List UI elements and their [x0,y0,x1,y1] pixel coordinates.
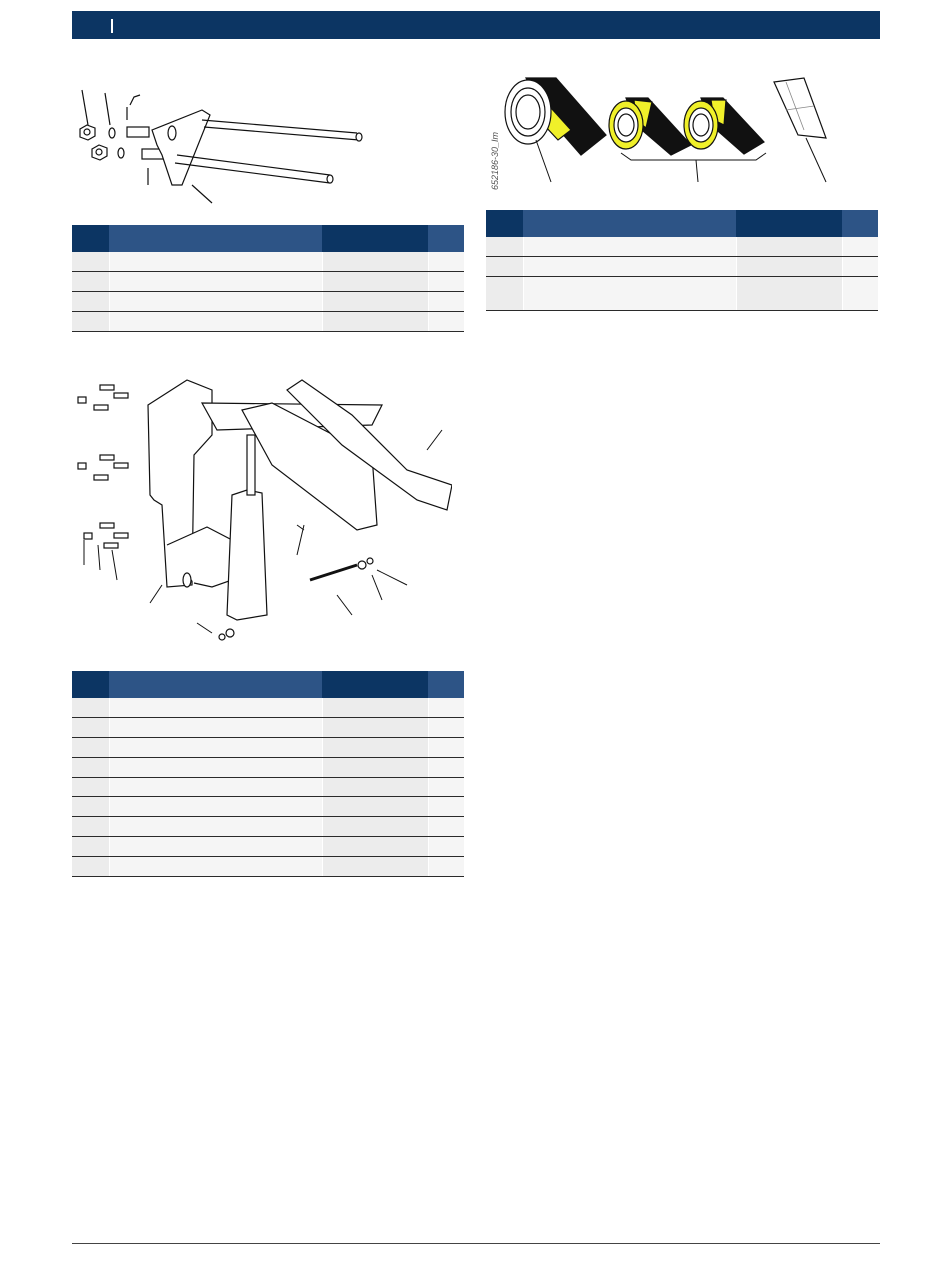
cell-qty [428,718,464,738]
cell-qty [428,856,464,876]
figure-mounting-rods [72,85,372,210]
cell-description [109,757,322,777]
cell-pos [72,718,109,738]
cell-qty [842,277,878,311]
table-row [72,272,464,292]
cell-order-number [736,237,842,257]
cell-pos [486,257,523,277]
cell-description [109,272,322,292]
header-pos [72,671,109,698]
table-row [72,718,464,738]
cell-order-number [736,277,842,311]
figure-tape-rolls [486,70,876,195]
header-description [523,210,736,237]
table-row [486,237,878,257]
bolt-group-top [78,385,128,410]
cell-pos [486,237,523,257]
parts-table-mount [72,225,464,332]
cell-order-number [322,797,428,817]
image-code-label: 652186-30_Im [490,131,500,190]
cell-pos [72,738,109,758]
cell-description [109,698,322,718]
header-order-number [322,225,428,252]
cell-pos [72,777,109,797]
cell-order-number [322,698,428,718]
header-qty [428,225,464,252]
header-order-number [322,671,428,698]
cell-description [109,311,322,331]
table-row [72,837,464,857]
cell-order-number [322,311,428,331]
cell-qty [428,292,464,312]
table-row [72,856,464,876]
cell-description [523,277,736,311]
cell-pos [72,698,109,718]
cell-order-number [322,837,428,857]
figure-lever-assembly [72,375,452,645]
table-row [72,252,464,272]
table-row [72,757,464,777]
table-row [72,777,464,797]
cell-description [109,837,322,857]
table-header-row [486,210,878,237]
cell-order-number [322,817,428,837]
table-row [72,797,464,817]
cell-order-number [322,856,428,876]
cell-description [109,738,322,758]
cell-pos [72,757,109,777]
cell-description [109,292,322,312]
cell-qty [842,237,878,257]
cell-pos [72,817,109,837]
cell-description [109,817,322,837]
cell-pos [72,272,109,292]
header-qty [842,210,878,237]
cell-pos [72,856,109,876]
cell-qty [428,252,464,272]
parts-table-tape [486,210,878,311]
header-pos [486,210,523,237]
cell-order-number [322,738,428,758]
table-row [486,257,878,277]
table-row [72,311,464,331]
header-description [109,225,322,252]
header-qty [428,671,464,698]
cell-qty [428,777,464,797]
table-row [72,738,464,758]
cell-qty [428,698,464,718]
cell-order-number [736,257,842,277]
cell-pos [72,292,109,312]
cell-description [523,257,736,277]
cell-order-number [322,757,428,777]
cell-order-number [322,252,428,272]
cell-description [109,252,322,272]
table-row [72,698,464,718]
cell-description [109,856,322,876]
cell-pos [72,797,109,817]
table-row [486,277,878,311]
cell-qty [842,257,878,277]
header-order-number [736,210,842,237]
cell-pos [72,252,109,272]
cell-qty [428,817,464,837]
footer-rule [72,1243,880,1244]
cell-qty [428,757,464,777]
cell-qty [428,837,464,857]
cell-qty [428,797,464,817]
cell-qty [428,738,464,758]
cell-order-number [322,292,428,312]
page-header-bar [72,11,880,39]
cell-pos [72,311,109,331]
cell-pos [486,277,523,311]
cell-description [523,237,736,257]
header-divider [111,19,113,33]
cell-pos [72,837,109,857]
table-row [72,817,464,837]
cell-order-number [322,718,428,738]
header-pos [72,225,109,252]
table-row [72,292,464,312]
parts-table-lever [72,671,464,877]
header-description [109,671,322,698]
cell-qty [428,272,464,292]
cell-order-number [322,272,428,292]
cell-qty [428,311,464,331]
table-header-row [72,225,464,252]
cell-description [109,718,322,738]
cell-description [109,797,322,817]
table-header-row [72,671,464,698]
cell-order-number [322,777,428,797]
cell-description [109,777,322,797]
